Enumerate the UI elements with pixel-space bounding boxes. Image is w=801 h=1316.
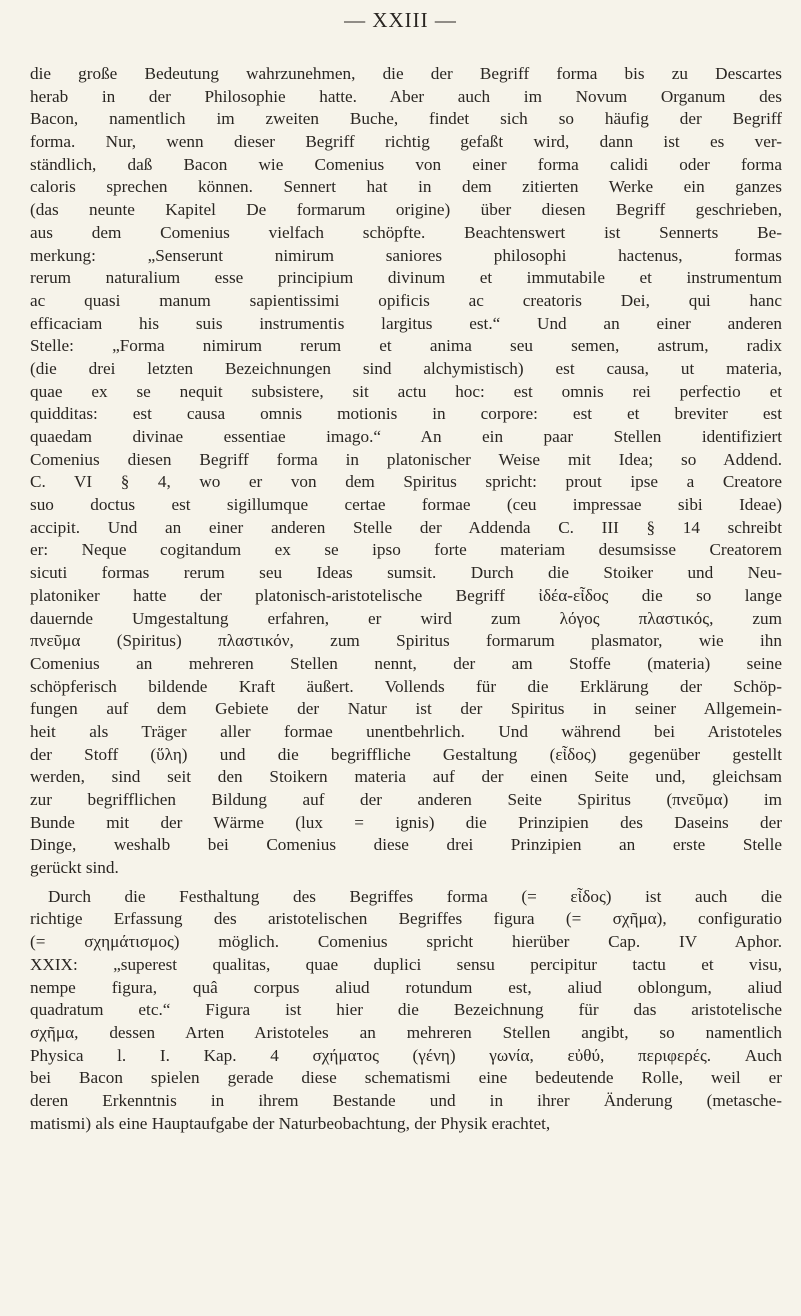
text-line: quidditas: est causa omnis motionis in corpore: est et breviter est — [30, 404, 782, 424]
text-line: rerum naturalium esse principium divinum et immutabile et instrumentum — [30, 268, 782, 288]
text-line: σχῆμα, dessen Arten Aristoteles an mehreren Stellen angibt, so namentlich — [30, 1022, 782, 1042]
text-line: (die drei letzten Bezeichnungen sind alchymistisch) est causa, ut materia, — [30, 358, 782, 378]
text-line: die große Bedeutung wahrzunehmen, die der Begriff forma bis zu Descartes — [30, 64, 782, 83]
text-line: deren Erkenntnis in ihrem Bestande und in ihrer Änderung (metasche- — [30, 1090, 782, 1110]
text-line: (das neunte Kapitel De formarum origine) über diesen Begriff geschrieben, — [30, 200, 782, 220]
paragraph — [30, 63, 782, 880]
text-line: zur begrifflichen Bildung auf der anderen Seite Spiritus (πνεῦμα) im — [30, 790, 782, 809]
text-line: schöpferisch bildende Kraft äußert. Vollends für die Erklärung der Schöp- — [30, 676, 782, 696]
text-line: nempe figura, quâ corpus aliud rotundum est, aliud oblongum, aliud — [30, 977, 782, 997]
text-line: richtige Erfassung des aristotelischen Begriffes figura (= σχῆμα), configuratio — [30, 909, 782, 929]
text-line: Bacon, namentlich im zweiten Buche, findet sich so häufig der Begriff — [30, 109, 782, 129]
text-line: sicuti formas rerum seu Ideas sumsit. Durch die Stoiker und Neu- — [30, 563, 782, 583]
text-line: ac quasi manum sapientissimi opificis ac creatoris Dei, qui hanc — [30, 290, 782, 310]
text-line: dauernde Umgestaltung erfahren, er wird zum λόγος πλαστικός, zum — [30, 608, 782, 628]
text-line: herab in der Philosophie hatte. Aber auch im Novum Organum des — [30, 86, 782, 106]
text-line: gerückt sind. — [30, 858, 119, 878]
text-line: quadratum etc.“ Figura ist hier die Bezeichnung für das aristotelische — [30, 1000, 782, 1020]
text-line: Comenius diesen Begriff forma in platonischer Weise mit Idea; so Addend. — [30, 449, 782, 469]
text-line: quaedam divinae essentiae imago.“ An ein paar Stellen identifiziert — [30, 427, 782, 446]
text-line: efficaciam his suis instrumentis largitus est.“ Und an einer anderen — [30, 313, 782, 333]
text-line: quae ex se nequit subsistere, sit actu hoc: est omnis rei perfectio et — [30, 381, 782, 401]
paragraph — [30, 886, 782, 1136]
text-line: suo doctus est sigillumque certae formae (ceu impressae sibi Ideae) — [30, 495, 782, 515]
text-line: C. VI § 4, wo er von dem Spiritus spricht: prout ipse a Creatore — [30, 472, 782, 492]
text-line: ständlich, daß Bacon wie Comenius von einer forma calidi oder forma — [30, 154, 782, 174]
text-line: caloris sprechen können. Sennert hat in dem zitierten Werke ein ganzes — [30, 177, 782, 197]
text-line: bei Bacon spielen gerade diese schematismi eine bedeutende Rolle, weil er — [30, 1068, 782, 1088]
body-text — [30, 63, 782, 1135]
text-line: aus dem Comenius vielfach schöpfte. Beachtenswert ist Sennerts Be- — [30, 222, 782, 242]
text-line: Comenius an mehreren Stellen nennt, der am Stoffe (materia) seine — [30, 653, 782, 673]
text-line: Dinge, weshalb bei Comenius diese drei Prinzipien an erste Stelle — [30, 835, 782, 855]
text-line: πνεῦμα (Spiritus) πλαστικόν, zum Spiritus formarum plasmator, wie ihn — [30, 631, 782, 651]
text-line: Physica l. I. Kap. 4 σχήματος (γένη) γωνία, εὐθύ, περιφερές. Auch — [30, 1045, 782, 1065]
page-number: — XXIII — — [344, 8, 457, 32]
text-line: der Stoff (ὕλη) und die begriffliche Gestaltung (εἶδος) gegenüber gestellt — [30, 744, 782, 764]
text-line: XXIX: „superest qualitas, quae duplici sensu percipitur tactu et visu, — [30, 954, 782, 974]
text-line: heit als Träger aller formae unentbehrlich. Und während bei Aristoteles — [30, 721, 782, 741]
text-line: forma. Nur, wenn dieser Begriff richtig gefaßt wird, dann ist es ver- — [30, 132, 782, 152]
text-line: merkung: „Senserunt nimirum saniores philosophi hactenus, formas — [30, 245, 782, 265]
text-line: Durch die Festhaltung des Begriffes forma (= εἶδος) ist auch die — [48, 886, 782, 906]
text-line: accipit. Und an einer anderen Stelle der Addenda C. III § 14 schreibt — [30, 517, 782, 537]
text-line: Stelle: „Forma nimirum rerum et anima seu semen, astrum, radix — [30, 336, 782, 356]
text-line: Bunde mit der Wärme (lux = ignis) die Prinzipien des Daseins der — [30, 812, 782, 832]
text-line: matismi) als eine Hauptaufgabe der Naturbeobachtung, der Physik erachtet, — [30, 1113, 551, 1133]
text-line: platoniker hatte der platonisch-aristotelische Begriff ἰδέα-εἶδος die so lange — [30, 585, 782, 605]
text-line: er: Neque cogitandum ex se ipso forte materiam desumsisse Creatorem — [30, 540, 782, 560]
text-line: werden, sind seit den Stoikern materia auf der einen Seite und, gleichsam — [30, 767, 782, 787]
text-line: (= σχημάτισμος) möglich. Comenius spricht hierüber Cap. IV Aphor. — [30, 932, 782, 952]
text-line: fungen auf dem Gebiete der Natur ist der Spiritus in seiner Allgemein- — [30, 699, 782, 719]
